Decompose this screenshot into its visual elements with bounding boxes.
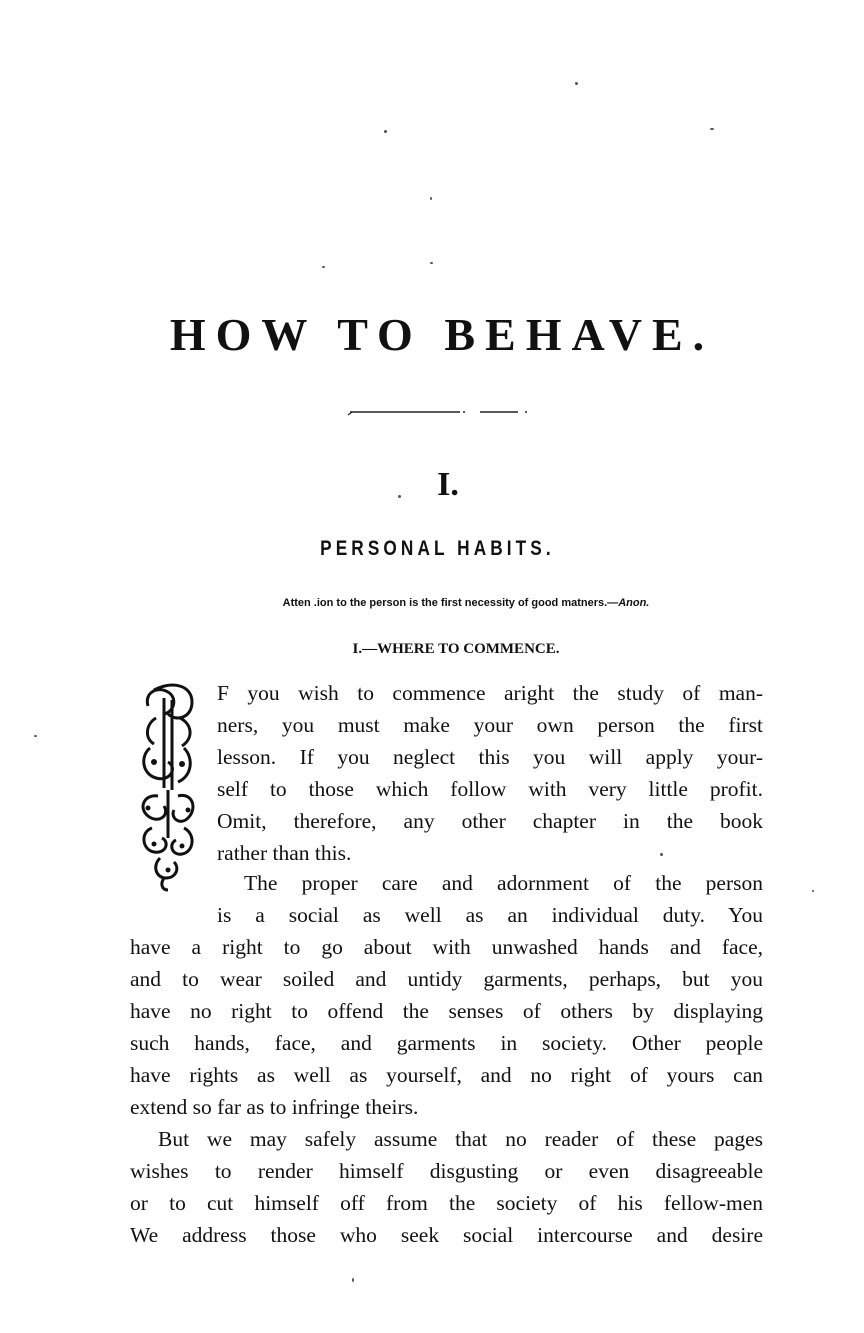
print-speck	[352, 1278, 354, 1282]
section-heading: I.—WHERE TO COMMENCE.	[352, 641, 560, 657]
print-speck	[710, 128, 714, 130]
text-line: is a social as well as an individual duty. You	[217, 903, 763, 927]
text-line: lesson. If you neglect this you will apply your-	[217, 745, 763, 769]
print-speck	[430, 262, 433, 264]
text-line: wishes to render himself disgusting or even disagreeable	[130, 1159, 763, 1183]
text-line: have no right to offend the senses of others by displaying	[130, 999, 763, 1023]
text-line: But we may safely assume that no reader of these pages	[158, 1127, 763, 1151]
epigraph-author: Anon.	[618, 597, 650, 609]
text-line: and to wear soiled and untidy garments, perhaps, but you	[130, 967, 763, 991]
print-speck	[34, 735, 37, 737]
print-speck	[384, 130, 387, 133]
book-title: HOW TO BEHAVE.	[169, 309, 715, 360]
text-line: Omit, therefore, any other chapter in the book	[217, 809, 763, 833]
text-line: have rights as well as yourself, and no right of yours can	[130, 1063, 763, 1087]
text-line: F you wish to commence aright the study of man-	[217, 681, 763, 705]
ornamental-divider	[342, 410, 532, 416]
text-line: The proper care and adornment of the person	[244, 871, 763, 895]
chapter-title: PERSONAL HABITS.	[320, 537, 555, 560]
ornamental-drop-cap	[134, 678, 200, 892]
epigraph-text: Atten .ion to the person is the first necessity of good matners.—	[282, 597, 619, 609]
text-line: or to cut himself off from the society of his fellow-men	[130, 1191, 763, 1215]
epigraph	[0, 597, 864, 609]
text-line: rather than this.	[217, 841, 352, 865]
text-line: such hands, face, and garments in society. Other people	[130, 1031, 763, 1055]
drop-cap-letter	[0, 0, 1, 1]
chapter-number: I.	[437, 466, 459, 503]
print-speck	[430, 197, 432, 200]
print-speck	[575, 82, 578, 85]
text-line: extend so far as to infringe theirs.	[130, 1095, 419, 1119]
text-line: have a right to go about with unwashed hands and face,	[130, 935, 763, 959]
text-line: We address those who seek social intercourse and desire	[130, 1223, 763, 1247]
print-speck	[812, 890, 814, 892]
text-line: ners, you must make your own person the first	[217, 713, 763, 737]
print-speck	[322, 266, 325, 268]
text-line: self to those which follow with very little profit.	[217, 777, 763, 801]
